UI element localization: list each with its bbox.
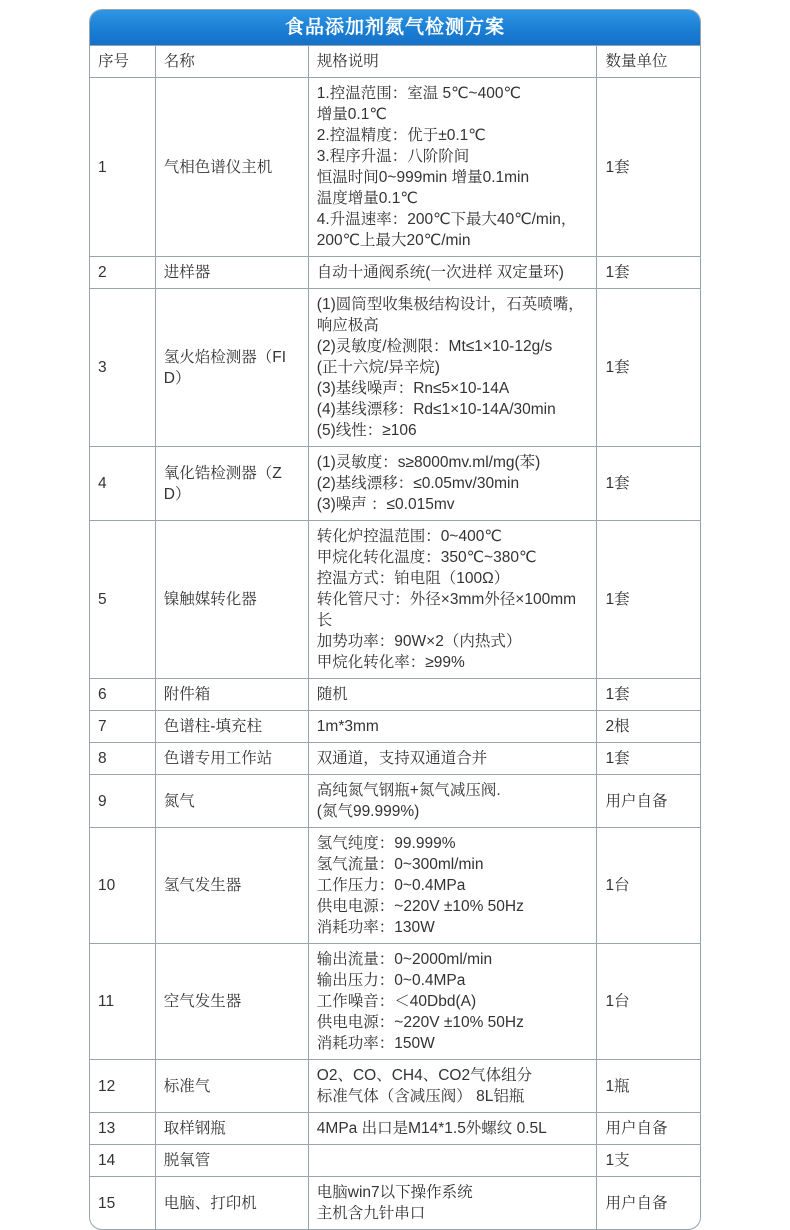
- item-spec: [308, 1145, 597, 1177]
- spec-line: 加势功率：90W×2（内热式）: [316, 633, 522, 650]
- spec-line: 200℃上最大20℃/min: [316, 232, 471, 249]
- spec-line: 2.控温精度：优于±0.1℃: [316, 127, 486, 144]
- item-name: 色谱柱-填充柱: [155, 711, 308, 743]
- table-row: [90, 1060, 700, 1113]
- row-number: 14: [90, 1145, 155, 1177]
- item-name: 进样器: [155, 257, 308, 289]
- table-row: [90, 289, 700, 447]
- item-spec: [308, 679, 597, 711]
- spec-line: 4MPa 出口是M14*1.5外螺纹 0.5L: [316, 1120, 547, 1137]
- spec-line: 4.升温速率：200℃下最大40℃/min，: [316, 211, 577, 228]
- item-spec: [308, 828, 597, 944]
- item-spec: [308, 775, 597, 828]
- table-row: [90, 1177, 700, 1230]
- table-row: [90, 775, 700, 828]
- item-quantity: 1套: [597, 679, 700, 711]
- item-quantity: 1台: [597, 944, 700, 1060]
- spec-line: 响应极高: [316, 317, 379, 334]
- item-name: 色谱专用工作站: [155, 743, 308, 775]
- spec-line: 输出流量：0~2000ml/min: [316, 951, 493, 968]
- item-quantity: 用户自备: [597, 775, 700, 828]
- spec-line: 3.程序升温：八阶阶间: [316, 148, 470, 165]
- item-quantity: 用户自备: [597, 1113, 700, 1145]
- spec-line: 电脑win7以下操作系统: [316, 1184, 473, 1201]
- spec-line: 消耗功率：130W: [316, 919, 435, 936]
- spec-line: O2、CO、CH4、CO2气体组分: [316, 1067, 533, 1084]
- table-row: [90, 679, 700, 711]
- table-row: [90, 944, 700, 1060]
- row-number: 9: [90, 775, 155, 828]
- item-name: 氧化锆检测器（ZD）: [155, 447, 308, 521]
- spec-line: 消耗功率：150W: [316, 1035, 435, 1052]
- table-header-row: [90, 46, 700, 78]
- item-quantity: 1套: [597, 521, 700, 679]
- spec-line: 自动十通阀系统(一次进样 双定量环): [316, 264, 564, 281]
- item-quantity: 用户自备: [597, 1177, 700, 1230]
- item-spec: [308, 1177, 597, 1230]
- table-row: [90, 711, 700, 743]
- item-name: 氮气: [155, 775, 308, 828]
- spec-line: (1)圆筒型收集极结构设计，石英喷嘴，: [316, 296, 584, 313]
- column-header-name: 名称: [155, 46, 308, 78]
- spec-line: 恒温时间0~999min 增量0.1min: [316, 169, 530, 186]
- spec-line: 甲烷化转化温度：350℃~380℃: [316, 549, 537, 566]
- item-spec: [308, 78, 597, 257]
- spec-line: 1.控温范围：室温 5℃~400℃: [316, 85, 521, 102]
- item-name: 取样钢瓶: [155, 1113, 308, 1145]
- table-row: [90, 257, 700, 289]
- spec-line: 氢气流量：0~300ml/min: [316, 856, 484, 873]
- column-header-no: 序号: [90, 46, 155, 78]
- item-spec: [308, 447, 597, 521]
- scheme-table-card: [89, 9, 701, 1230]
- table-row: [90, 1113, 700, 1145]
- table-row: [90, 521, 700, 679]
- spec-line: 供电电源：~220V ±10% 50Hz: [316, 1014, 524, 1031]
- spec-line: (正十六烷/异辛烷): [316, 359, 440, 376]
- spec-line: 1m*3mm: [316, 718, 379, 735]
- spec-line: 甲烷化转化率：≥99%: [316, 654, 465, 671]
- item-name: 气相色谱仪主机: [155, 78, 308, 257]
- row-number: 3: [90, 289, 155, 447]
- spec-line: 高纯氮气钢瓶+氮气减压阀.: [316, 782, 501, 799]
- table-title: 食品添加剂氮气检测方案: [90, 10, 700, 45]
- column-header-qty: 数量单位: [597, 46, 700, 78]
- row-number: 15: [90, 1177, 155, 1230]
- item-spec: [308, 521, 597, 679]
- table-row: [90, 78, 700, 257]
- spec-line: 工作压力：0~0.4MPa: [316, 877, 466, 894]
- item-spec: [308, 743, 597, 775]
- item-name: 氢气发生器: [155, 828, 308, 944]
- item-quantity: 1瓶: [597, 1060, 700, 1113]
- spec-line: (4)基线漂移：Rd≤1×10-14A/30min: [316, 401, 556, 418]
- spec-line: 转化管尺寸：外径×3mm外径×100mm长: [316, 591, 577, 629]
- item-quantity: 1套: [597, 743, 700, 775]
- spec-line: 随机: [316, 686, 348, 703]
- row-number: 1: [90, 78, 155, 257]
- spec-line: (1)灵敏度：s≥8000mv.ml/mg(苯): [316, 454, 541, 471]
- item-name: 脱氧管: [155, 1145, 308, 1177]
- spec-line: (氮气99.999%): [316, 803, 420, 820]
- column-header-spec: 规格说明: [308, 46, 597, 78]
- item-name: 镍触媒转化器: [155, 521, 308, 679]
- row-number: 2: [90, 257, 155, 289]
- table-row: [90, 828, 700, 944]
- spec-line: 增量0.1℃: [316, 106, 387, 123]
- item-spec: [308, 289, 597, 447]
- spec-table: [90, 45, 700, 1229]
- item-name: 电脑、打印机: [155, 1177, 308, 1230]
- spec-line: 工作噪音：＜40Dbd(A): [316, 993, 477, 1010]
- item-quantity: 1套: [597, 257, 700, 289]
- row-number: 11: [90, 944, 155, 1060]
- row-number: 6: [90, 679, 155, 711]
- row-number: 5: [90, 521, 155, 679]
- spec-line: (3)基线噪声：Rn≤5×10-14A: [316, 380, 510, 397]
- item-spec: [308, 1060, 597, 1113]
- spec-line: 供电电源：~220V ±10% 50Hz: [316, 898, 524, 915]
- item-name: 附件箱: [155, 679, 308, 711]
- row-number: 7: [90, 711, 155, 743]
- table-row: [90, 743, 700, 775]
- spec-line: (5)线性：≥106: [316, 422, 417, 439]
- spec-line: 标准气体（含减压阀） 8L铝瓶: [316, 1088, 525, 1105]
- item-name: 氢火焰检测器（FID）: [155, 289, 308, 447]
- row-number: 8: [90, 743, 155, 775]
- item-spec: [308, 1113, 597, 1145]
- item-spec: [308, 711, 597, 743]
- row-number: 4: [90, 447, 155, 521]
- spec-line: 输出压力：0~0.4MPa: [316, 972, 466, 989]
- spec-line: 控温方式：铂电阻（100Ω）: [316, 570, 510, 587]
- spec-line: 转化炉控温范围：0~400℃: [316, 528, 502, 545]
- table-row: [90, 1145, 700, 1177]
- item-spec: [308, 257, 597, 289]
- spec-line: 双通道，支持双通道合并: [316, 750, 488, 767]
- row-number: 10: [90, 828, 155, 944]
- spec-line: (2)基线漂移：≤0.05mv/30min: [316, 475, 520, 492]
- item-quantity: 1套: [597, 289, 700, 447]
- table-row: [90, 447, 700, 521]
- item-quantity: 1套: [597, 447, 700, 521]
- spec-line: (2)灵敏度/检测限：Mt≤1×10-12g/s: [316, 338, 553, 355]
- item-name: 空气发生器: [155, 944, 308, 1060]
- spec-line: 温度增量0.1℃: [316, 190, 418, 207]
- item-quantity: 1套: [597, 78, 700, 257]
- row-number: 13: [90, 1113, 155, 1145]
- item-quantity: 1支: [597, 1145, 700, 1177]
- row-number: 12: [90, 1060, 155, 1113]
- item-quantity: 2根: [597, 711, 700, 743]
- item-name: 标准气: [155, 1060, 308, 1113]
- spec-line: (3)噪声 ：≤0.015mv: [316, 496, 455, 513]
- item-quantity: 1台: [597, 828, 700, 944]
- spec-line: 氢气纯度：99.999%: [316, 835, 456, 852]
- item-spec: [308, 944, 597, 1060]
- spec-line: 主机含九针串口: [316, 1205, 426, 1222]
